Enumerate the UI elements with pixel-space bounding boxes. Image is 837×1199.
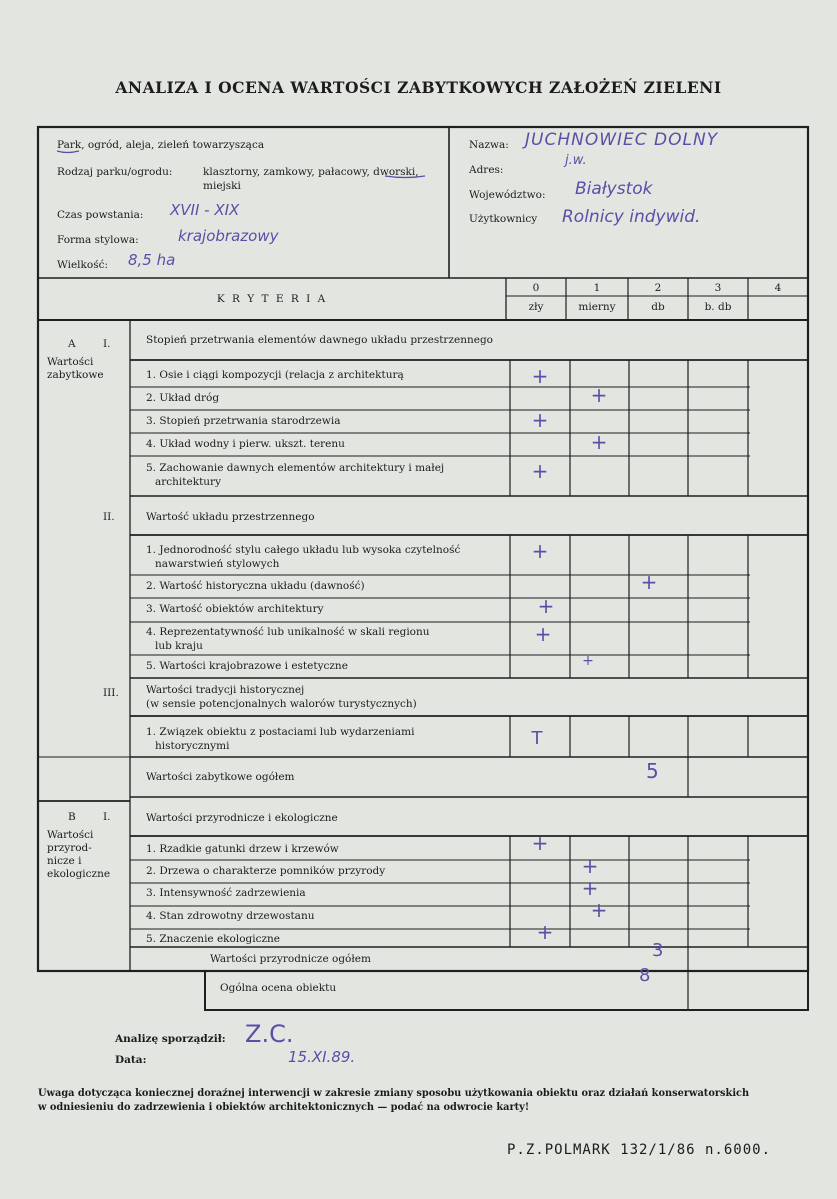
name-value: JUCHNOWIEC DOLNY (525, 130, 719, 150)
row-a1: 1. Osie i ciągi kompozycji (relacja z architekturą (146, 369, 404, 381)
b-total-label: Wartości przyrodnicze ogółem (210, 953, 371, 965)
mark-d3: + (581, 876, 599, 900)
prepared-by-label: Analizę sporządził: (115, 1033, 226, 1045)
mark-b4: + (534, 622, 552, 646)
score-number-1: 1 (593, 282, 601, 294)
note-line-1: Uwaga dotycząca koniecznej doraźnej interwencji w zakresie zmiany sposobu użytkowania obiektu oraz działań konserwatorskich (38, 1088, 750, 1099)
voivodeship-label: Województwo: (469, 189, 546, 201)
section-a-iii-title-2: (w sensie potencjonalnych walorów turystycznych) (146, 698, 417, 710)
mark-a4: + (590, 430, 608, 454)
score-number-3: 3 (714, 282, 722, 294)
row-d3: 3. Intensywność zadrzewienia (146, 887, 306, 899)
section-a-iii-number: III. (103, 687, 119, 699)
mark-d4: + (590, 898, 608, 922)
section-a-i-number: I. (103, 338, 111, 350)
print-code: P.Z.POLMARK 132/1/86 n.6000. (507, 1142, 772, 1158)
row-b1-line2: nawarstwień stylowych (155, 558, 280, 570)
park-kind-options: klasztorny, zamkowy, pałacowy, dworski, (203, 166, 419, 178)
park-type-label: Park, ogród, aleja, zieleń towarzysząca (57, 139, 265, 151)
mark-a1: + (531, 364, 549, 388)
voivodeship-value: Białystok (575, 179, 653, 199)
section-b-i-title: Wartości przyrodnicze i ekologiczne (146, 812, 338, 824)
score-label-0: zły (528, 301, 544, 313)
row-d1: 1. Rzadkie gatunki drzew i krzewów (146, 843, 339, 855)
mark-a2: + (590, 383, 608, 407)
row-c1-line2: historycznymi (155, 740, 230, 752)
mark-a5: + (531, 459, 549, 483)
mark-d2: + (581, 854, 599, 878)
row-a5-line1: 5. Zachowanie dawnych elementów architektury i małej (146, 462, 445, 474)
users-label: Użytkownicy (469, 213, 538, 225)
date-value: 15.XI.89. (288, 1048, 356, 1066)
style-label: Forma stylowa: (57, 234, 139, 246)
a-total-value: 5 (646, 759, 659, 783)
row-a4: 4. Układ wodny i pierw. ukszt. terenu (146, 438, 345, 450)
section-b-letter: B (68, 811, 76, 823)
row-b4-line2: lub kraju (155, 640, 203, 652)
address-label: Adres: (469, 164, 504, 176)
park-kind-options-2: miejski (203, 180, 241, 192)
origin-label: Czas powstania: (57, 209, 144, 221)
overall-value: 8 (639, 965, 651, 986)
section-a-i-title: Stopień przetrwania elementów dawnego układu przestrzennego (146, 334, 493, 346)
form-title: ANALIZA I OCENA WARTOŚCI ZABYTKOWYCH ZAŁOŻEŃ ZIELENI (115, 78, 722, 97)
section-a-letter: A (68, 338, 76, 350)
row-a3: 3. Stopień przetrwania starodrzewia (146, 415, 341, 427)
mark-d5: + (536, 920, 554, 944)
score-label-1: mierny (578, 301, 616, 313)
section-a-ii-number: II. (103, 511, 115, 523)
section-a-label-2: zabytkowe (47, 369, 104, 381)
name-label: Nazwa: (469, 139, 509, 151)
row-d5: 5. Znaczenie ekologiczne (146, 933, 281, 945)
mark-b2: + (640, 570, 658, 594)
score-number-2: 2 (654, 282, 662, 294)
section-b-i-number: I. (103, 811, 111, 823)
section-a-iii-title-1: Wartości tradycji historycznej (146, 684, 305, 696)
score-label-3: b. db (704, 301, 732, 313)
row-b3: 3. Wartość obiektów architektury (146, 603, 324, 615)
size-label: Wielkość: (57, 259, 109, 271)
origin-value: XVII - XIX (170, 201, 240, 219)
row-d4: 4. Stan zdrowotny drzewostanu (146, 910, 315, 922)
row-c1-line1: 1. Związek obiektu z postaciami lub wydarzeniami (146, 726, 415, 738)
row-a5-line2: architektury (155, 476, 222, 488)
date-label: Data: (115, 1054, 147, 1066)
mark-d1: + (531, 831, 549, 855)
section-b-label-3: nicze i (47, 855, 82, 867)
section-b-label-1: Wartości (47, 829, 94, 841)
b-total-value: 3 (652, 940, 664, 961)
mark-a3: + (531, 408, 549, 432)
score-number-0: 0 (532, 282, 540, 294)
mark-b5: + (582, 653, 594, 669)
mark-b3: + (537, 594, 555, 618)
a-total-label: Wartości zabytkowe ogółem (146, 771, 295, 783)
mark-c1: T (531, 728, 543, 749)
row-b5: 5. Wartości krajobrazowe i estetyczne (146, 660, 348, 672)
section-b-label-2: przyrod- (47, 842, 92, 854)
score-label-2: db (651, 301, 665, 313)
row-b4-line1: 4. Reprezentatywność lub unikalność w skali regionu (146, 626, 430, 638)
section-a-label-1: Wartości (47, 356, 94, 368)
prepared-by-signature: Z.C. (245, 1020, 294, 1048)
row-b2: 2. Wartość historyczna układu (dawność) (146, 580, 365, 592)
note-line-2: w odniesieniu do zadrzewienia i obiektów architektonicznych — podać na odwrocie karty! (38, 1102, 530, 1113)
criteria-heading: K R Y T E R I A (216, 293, 328, 305)
style-value: krajobrazowy (178, 227, 279, 245)
address-value: j.w. (565, 153, 587, 168)
score-number-4: 4 (774, 282, 782, 294)
overall-label: Ogólna ocena obiektu (220, 982, 337, 994)
mark-b1: + (531, 539, 549, 563)
section-a-ii-title: Wartość układu przestrzennego (146, 511, 315, 523)
row-d2: 2. Drzewa o charakterze pomników przyrody (146, 865, 386, 877)
section-b-label-4: ekologiczne (47, 868, 111, 880)
row-a2: 2. Układ dróg (146, 392, 220, 404)
size-value: 8,5 ha (128, 251, 176, 269)
row-b1-line1: 1. Jednorodność stylu całego układu lub wysoka czytelność (146, 544, 461, 556)
park-kind-label: Rodzaj parku/ogrodu: (57, 166, 173, 178)
users-value: Rolnicy indywid. (562, 207, 701, 227)
